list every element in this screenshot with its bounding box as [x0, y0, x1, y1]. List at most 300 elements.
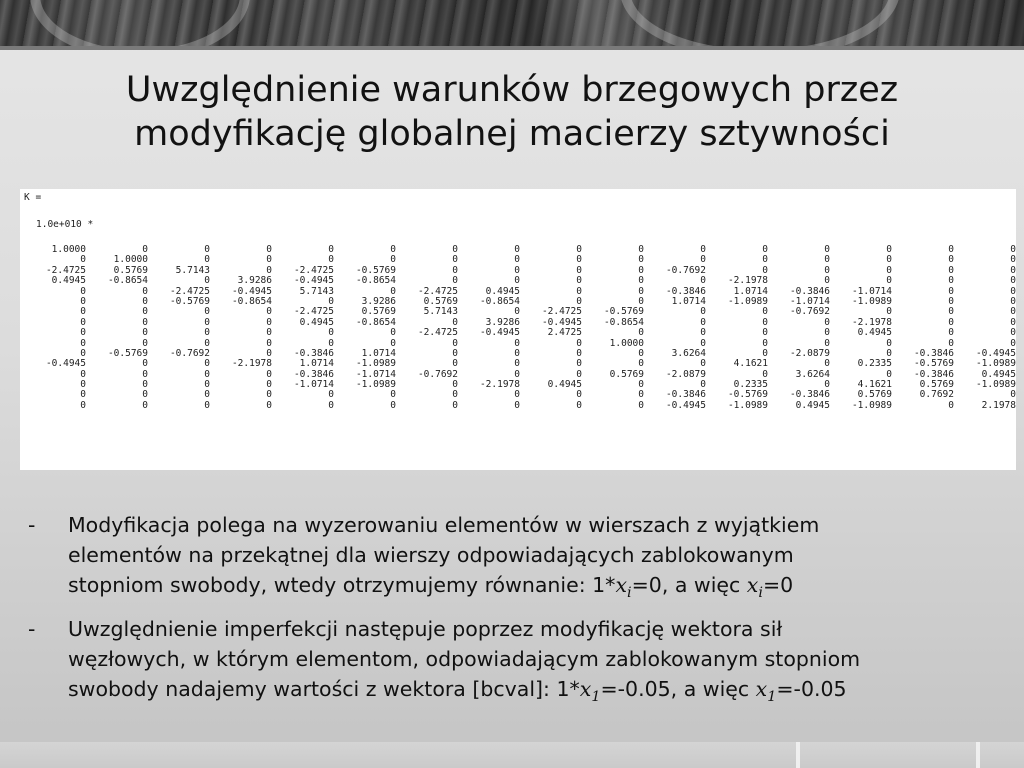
math-subscript: i	[627, 585, 632, 602]
matrix-cell: 0	[80, 316, 86, 328]
matrix-cell: 0	[142, 379, 148, 391]
matrix-cell: 0.4945	[485, 285, 520, 297]
matrix-cell: 0	[266, 368, 272, 380]
matrix-cell: 0.5769	[857, 389, 892, 401]
matrix-cell: 0	[390, 389, 396, 401]
matrix-cell: 0	[204, 379, 210, 391]
matrix-cell: 0	[824, 316, 830, 328]
matrix-cell: 0.2335	[857, 358, 892, 370]
matrix-cell: 0	[328, 295, 334, 307]
math-subscript: 1	[591, 689, 601, 706]
matrix-cell: -0.8654	[355, 275, 396, 287]
matrix-cell: 4.1621	[733, 358, 768, 370]
matrix-cell: -0.4945	[293, 275, 334, 287]
matrix-row	[24, 297, 1016, 307]
matrix-cell: 0	[948, 399, 954, 411]
matrix-cell: 0.5769	[113, 264, 148, 276]
matrix-cell: 0.4945	[857, 327, 892, 339]
bullet-line: Uwzględnienie imperfekcji następuje poprzez modyfikację wektora sił	[68, 617, 783, 642]
matrix-cell: 0	[700, 254, 706, 266]
matrix-cell: 0	[1010, 275, 1016, 287]
matrix-cell: 0	[886, 337, 892, 349]
matrix-cell: 0	[266, 306, 272, 318]
bullet-text	[68, 614, 988, 712]
matrix-cell: 0	[576, 337, 582, 349]
matrix-cell: 0	[80, 337, 86, 349]
bullet-line: Modyfikacja polega na wyzerowaniu elementów w wierszach z wyjątkiem	[68, 513, 820, 537]
matrix-cell: 0	[824, 244, 830, 255]
bullet-line	[68, 570, 988, 608]
matrix-scale-factor: 1.0e+010 *	[36, 219, 94, 230]
matrix-cell: 0	[638, 379, 644, 391]
matrix-cell: 0	[762, 244, 768, 255]
matrix-cell: 0	[948, 327, 954, 339]
matrix-cell: 1.0714	[299, 358, 334, 370]
math-subscript: i	[758, 585, 763, 602]
matrix-cell: -1.0714	[293, 379, 334, 391]
footer-separator	[796, 742, 800, 768]
matrix-cell: 0	[204, 337, 210, 349]
matrix-cell: 0	[142, 244, 148, 255]
matrix-cell: 0	[576, 244, 582, 255]
matrix-cell: -0.3846	[789, 389, 830, 401]
math-symbol: x	[579, 677, 592, 702]
matrix-cell: 0	[80, 389, 86, 401]
matrix-cell: 0	[266, 399, 272, 411]
matrix-cell: 0	[514, 389, 520, 401]
matrix-cell: 0	[204, 358, 210, 370]
matrix-cell: 5.7143	[423, 306, 458, 318]
matrix-cell: -1.0989	[851, 295, 892, 307]
matrix-cell: 0	[1010, 389, 1016, 401]
footer-separator	[976, 742, 980, 768]
text-fragment: stopniom swobody, wtedy otrzymujemy równanie: 1*	[68, 573, 616, 597]
matrix-cell: -2.1978	[231, 358, 272, 370]
matrix-cell: -0.3846	[665, 285, 706, 297]
matrix-cell: 1.0714	[671, 295, 706, 307]
matrix-cell: 0	[638, 389, 644, 401]
matrix-cell: -0.4945	[975, 347, 1016, 359]
matrix-cell: 0	[886, 306, 892, 318]
matrix-cell: 0	[514, 399, 520, 411]
matrix-cell: 0	[452, 347, 458, 359]
matrix-cell: 0	[266, 347, 272, 359]
matrix-cell: -2.4725	[541, 306, 582, 318]
matrix-cell: 0	[142, 316, 148, 328]
matrix-cell: 0.2335	[733, 379, 768, 391]
matrix-cell: 0	[390, 254, 396, 266]
matrix-cell: 0	[452, 358, 458, 370]
matrix-cell: 0	[886, 275, 892, 287]
math-variable	[579, 677, 601, 706]
matrix-cell: 0	[762, 368, 768, 380]
matrix-cell: -2.1978	[727, 275, 768, 287]
math-variable	[615, 573, 632, 602]
matrix-cell: 0	[762, 306, 768, 318]
matrix-cell: 0	[576, 275, 582, 287]
matrix-cell: 1.0000	[113, 254, 148, 266]
matrix-cell: 0	[204, 254, 210, 266]
matrix-cell: 0	[886, 254, 892, 266]
matrix-cell: 0	[886, 347, 892, 359]
matrix-cell: -2.4725	[417, 285, 458, 297]
matrix-cell: 0.5769	[423, 295, 458, 307]
matrix-cell: 0	[514, 254, 520, 266]
matrix-cell: 0	[1010, 254, 1016, 266]
matrix-cell: 0	[266, 244, 272, 255]
matrix-cell: 0	[948, 295, 954, 307]
matrix-cell: 0	[638, 275, 644, 287]
matrix-cell: 0	[142, 358, 148, 370]
matrix-cell: 1.0714	[733, 285, 768, 297]
matrix-cell: 5.7143	[175, 264, 210, 276]
matrix-cell: 0	[576, 358, 582, 370]
math-symbol: x	[755, 677, 768, 702]
matrix-cell: -0.3846	[293, 347, 334, 359]
matrix-cell: -0.3846	[789, 285, 830, 297]
matrix-cell: 0	[390, 327, 396, 339]
matrix-cell: -0.4945	[665, 399, 706, 411]
matrix-cell: 0	[1010, 327, 1016, 339]
matrix-cell: 0	[886, 264, 892, 276]
matrix-cell: 0	[328, 254, 334, 266]
matrix-cell: 0	[762, 337, 768, 349]
matrix-cell: 0	[328, 337, 334, 349]
math-variable	[755, 677, 777, 706]
matrix-cell: 0	[886, 244, 892, 255]
matrix-cell: 0	[824, 275, 830, 287]
matrix-cell: -0.4945	[45, 358, 86, 370]
matrix-cell: -2.4725	[293, 264, 334, 276]
matrix-cell: 0	[576, 347, 582, 359]
matrix-cell: -0.5769	[603, 306, 644, 318]
matrix-cell: 0	[204, 316, 210, 328]
matrix-cell: 3.6264	[671, 347, 706, 359]
matrix-cell: -1.0989	[355, 358, 396, 370]
matrix-cell: 0	[266, 379, 272, 391]
matrix-cell: 0	[948, 316, 954, 328]
matrix-cell: -2.1978	[851, 316, 892, 328]
matrix-cell: 0	[948, 254, 954, 266]
matrix-cell: -0.5769	[727, 389, 768, 401]
matrix-cell: -2.4725	[293, 306, 334, 318]
matrix-cell: 0	[948, 264, 954, 276]
matrix-cell: -0.5769	[913, 358, 954, 370]
matrix-cell: 0	[700, 244, 706, 255]
matrix-cell: -1.0989	[355, 379, 396, 391]
title-line: Uwzględnienie warunków brzegowych przez	[125, 70, 899, 110]
matrix-cell: 0	[700, 275, 706, 287]
matrix-cell: 0	[576, 285, 582, 297]
matrix-cell: 0	[80, 399, 86, 411]
math-subscript: 1	[767, 689, 777, 706]
matrix-cell: -2.1978	[479, 379, 520, 391]
matrix-cell: -2.0879	[665, 368, 706, 380]
header-divider	[0, 46, 1024, 50]
matrix-cell: 0	[514, 264, 520, 276]
wheel-decoration	[30, 0, 250, 46]
matrix-cell: 0	[328, 389, 334, 401]
matrix-row	[24, 266, 1016, 276]
matrix-cell: 0	[514, 358, 520, 370]
matrix-cell: 0	[80, 254, 86, 266]
matrix-cell: 0	[824, 327, 830, 339]
matrix-cell: 0	[638, 285, 644, 297]
matrix-cell: 0	[80, 368, 86, 380]
matrix-cell: 2.1978	[981, 399, 1016, 411]
matrix-cell: -0.7692	[789, 306, 830, 318]
matrix-cell: 0	[638, 358, 644, 370]
matrix-cell: 0	[142, 285, 148, 297]
matrix-row	[24, 328, 1016, 338]
bullet-text	[68, 510, 988, 608]
matrix-row	[24, 276, 1016, 286]
matrix-cell: 0	[452, 399, 458, 411]
matrix-cell: -2.4725	[417, 327, 458, 339]
matrix-cell: 0	[1010, 295, 1016, 307]
matrix-cell: -1.0714	[355, 368, 396, 380]
matrix-cell: -0.3846	[665, 389, 706, 401]
bullet-list	[28, 510, 988, 718]
matrix-cell: 0	[1010, 285, 1016, 297]
matrix-cell: -0.4945	[479, 327, 520, 339]
matrix-cell: 0	[576, 254, 582, 266]
matrix-cell: -0.7692	[169, 347, 210, 359]
matrix-cell: 0	[266, 264, 272, 276]
matrix-cell: 0.7692	[919, 389, 954, 401]
footer-bar	[0, 742, 1024, 768]
matrix-cell: 0	[638, 295, 644, 307]
matrix-cell: 0	[452, 389, 458, 401]
matrix-cell: 0.4945	[795, 399, 830, 411]
math-symbol: x	[746, 573, 759, 597]
matrix-cell: 0	[452, 379, 458, 391]
bullet-item	[28, 510, 988, 608]
matrix-cell: 0	[824, 254, 830, 266]
matrix-cell: 0	[204, 275, 210, 287]
matrix-cell: 0	[266, 316, 272, 328]
matrix-cell: 0	[328, 327, 334, 339]
matrix-cell: -0.5769	[169, 295, 210, 307]
matrix-row	[24, 255, 1016, 265]
text-fragment: =-0.05, a więc	[600, 677, 756, 702]
matrix-cell: 0	[948, 244, 954, 255]
matrix-cell: 0	[1010, 264, 1016, 276]
matrix-cell: 0	[452, 244, 458, 255]
matrix-cell: 0	[390, 399, 396, 411]
matrix-row	[24, 245, 1016, 255]
matrix-cell: 0	[1010, 244, 1016, 255]
matrix-cell: -0.8654	[231, 295, 272, 307]
matrix-cell: 1.0000	[609, 337, 644, 349]
text-fragment: =-0.05	[776, 677, 847, 702]
matrix-cell: 1.0714	[361, 347, 396, 359]
matrix-cell: 4.1621	[857, 379, 892, 391]
matrix-cell: 0	[80, 379, 86, 391]
matrix-cell: -1.0989	[975, 358, 1016, 370]
matrix-cell: -0.4945	[231, 285, 272, 297]
matrix-cell: 0	[80, 285, 86, 297]
matrix-cell: 0	[638, 327, 644, 339]
matrix-cell: 0	[514, 337, 520, 349]
matrix-cell: -1.0714	[851, 285, 892, 297]
matrix-cell: 0	[824, 337, 830, 349]
matrix-cell: 0	[80, 306, 86, 318]
matrix-cell: 0	[80, 327, 86, 339]
matrix-cell: -0.3846	[293, 368, 334, 380]
bullet-item	[28, 614, 988, 712]
matrix-cell: 0.4945	[981, 368, 1016, 380]
matrix-cell: 0	[824, 264, 830, 276]
matrix-cell: 0	[266, 327, 272, 339]
bullet-line: elementów na przekątnej dla wierszy odpowiadających zablokowanym	[68, 543, 794, 567]
matrix-cell: 0	[142, 399, 148, 411]
matrix-cell: 1.0000	[51, 244, 86, 255]
matrix-cell: 0	[700, 337, 706, 349]
matrix-cell: 0.4945	[51, 275, 86, 287]
matrix-cell: 3.9286	[485, 316, 520, 328]
matrix-cell: 0	[948, 275, 954, 287]
matrix-cell: 0	[266, 254, 272, 266]
matrix-cell: 0	[266, 337, 272, 349]
text-fragment: =0	[762, 573, 794, 597]
matrix-cell: -0.8654	[355, 316, 396, 328]
matrix-cell: -2.0879	[789, 347, 830, 359]
matrix-cell: 0	[142, 368, 148, 380]
math-symbol: x	[615, 573, 627, 597]
matrix-cell: 0	[204, 389, 210, 401]
matrix-cell: 0	[266, 389, 272, 401]
matrix-cell: 0	[576, 368, 582, 380]
matrix-table	[24, 245, 1016, 411]
matrix-cell: 0	[948, 285, 954, 297]
header-banner-image	[0, 0, 1024, 46]
matrix-cell: 0	[452, 264, 458, 276]
matrix-cell: 0	[1010, 306, 1016, 318]
matrix-cell: 0	[204, 244, 210, 255]
matrix-cell: -0.7692	[417, 368, 458, 380]
matrix-cell: -2.4725	[169, 285, 210, 297]
matrix-cell: 0	[700, 358, 706, 370]
matrix-cell: 0	[204, 368, 210, 380]
matrix-cell: -0.4945	[541, 316, 582, 328]
matrix-label: K =	[24, 192, 42, 203]
matrix-cell: 0	[142, 295, 148, 307]
matrix-cell: 0	[514, 368, 520, 380]
matrix-cell: 0	[700, 316, 706, 328]
matrix-cell: 0	[514, 347, 520, 359]
matrix-cell: 0	[576, 389, 582, 401]
matrix-cell: 0	[948, 306, 954, 318]
matrix-row	[24, 359, 1016, 369]
matrix-cell: -1.0989	[975, 379, 1016, 391]
bullet-dash: -	[28, 617, 36, 642]
matrix-cell: -0.7692	[665, 264, 706, 276]
matrix-cell: 0	[638, 399, 644, 411]
matrix-cell: 0	[700, 379, 706, 391]
matrix-cell: 0	[514, 275, 520, 287]
matrix-cell: 0	[638, 254, 644, 266]
matrix-cell: -0.8654	[603, 316, 644, 328]
matrix-cell: -0.8654	[107, 275, 148, 287]
matrix-cell: -0.3846	[913, 368, 954, 380]
matrix-cell: 0	[762, 316, 768, 328]
matrix-cell: -2.4725	[45, 264, 86, 276]
matrix-cell: 0	[762, 327, 768, 339]
stiffness-matrix-output	[20, 189, 1016, 470]
text-fragment: =0, a więc	[631, 573, 747, 597]
matrix-cell: 3.9286	[361, 295, 396, 307]
wheel-decoration	[620, 0, 900, 46]
matrix-cell: 0	[204, 306, 210, 318]
matrix-cell: 0	[452, 316, 458, 328]
matrix-cell: 0	[514, 306, 520, 318]
matrix-cell: 0	[824, 358, 830, 370]
matrix-cell: -0.5769	[107, 347, 148, 359]
matrix-cell: 3.9286	[237, 275, 272, 287]
matrix-cell: 0	[762, 347, 768, 359]
matrix-cell: 0	[576, 264, 582, 276]
matrix-cell: 0	[390, 285, 396, 297]
matrix-cell: 0	[328, 399, 334, 411]
matrix-cell: -1.0714	[789, 295, 830, 307]
bullet-line	[68, 674, 988, 712]
matrix-cell: 0	[390, 337, 396, 349]
matrix-cell: 0	[204, 327, 210, 339]
matrix-cell: 3.6264	[795, 368, 830, 380]
bullet-dash: -	[28, 513, 36, 537]
matrix-cell: 0	[452, 337, 458, 349]
slide-title	[40, 68, 984, 156]
matrix-cell: -0.5769	[355, 264, 396, 276]
matrix-cell: 0	[142, 327, 148, 339]
matrix-cell: 0.5769	[919, 379, 954, 391]
matrix-cell: 0	[80, 347, 86, 359]
matrix-cell: 0	[762, 264, 768, 276]
matrix-cell: 0.5769	[609, 368, 644, 380]
matrix-cell: 0	[452, 254, 458, 266]
math-variable	[746, 573, 763, 602]
matrix-row	[24, 401, 1016, 411]
matrix-cell: 5.7143	[299, 285, 334, 297]
matrix-cell: -0.8654	[479, 295, 520, 307]
matrix-cell: 0.4945	[299, 316, 334, 328]
matrix-cell: 0	[948, 337, 954, 349]
matrix-cell: 0.4945	[547, 379, 582, 391]
matrix-cell: 0	[80, 295, 86, 307]
text-fragment: swobody nadajemy wartości z wektora [bcval]: 1*	[68, 677, 580, 702]
matrix-cell: 2.4725	[547, 327, 582, 339]
matrix-cell: 0	[142, 306, 148, 318]
matrix-cell: 0	[700, 306, 706, 318]
matrix-cell: 0	[142, 389, 148, 401]
matrix-cell: 0	[638, 347, 644, 359]
matrix-cell: 0	[1010, 316, 1016, 328]
matrix-cell: 0	[142, 337, 148, 349]
bullet-line: węzłowych, w którym elementom, odpowiadającym zablokowanym stopniom	[68, 647, 861, 672]
matrix-cell: 0	[762, 254, 768, 266]
matrix-cell: -1.0989	[851, 399, 892, 411]
matrix-cell: 0	[514, 244, 520, 255]
matrix-cell: 0.5769	[361, 306, 396, 318]
matrix-cell: 0	[390, 244, 396, 255]
matrix-cell: -1.0989	[727, 295, 768, 307]
matrix-cell: 0	[886, 368, 892, 380]
matrix-cell: 0	[1010, 337, 1016, 349]
matrix-cell: 0	[576, 399, 582, 411]
matrix-cell: 0	[638, 244, 644, 255]
matrix-cell: 0	[638, 264, 644, 276]
